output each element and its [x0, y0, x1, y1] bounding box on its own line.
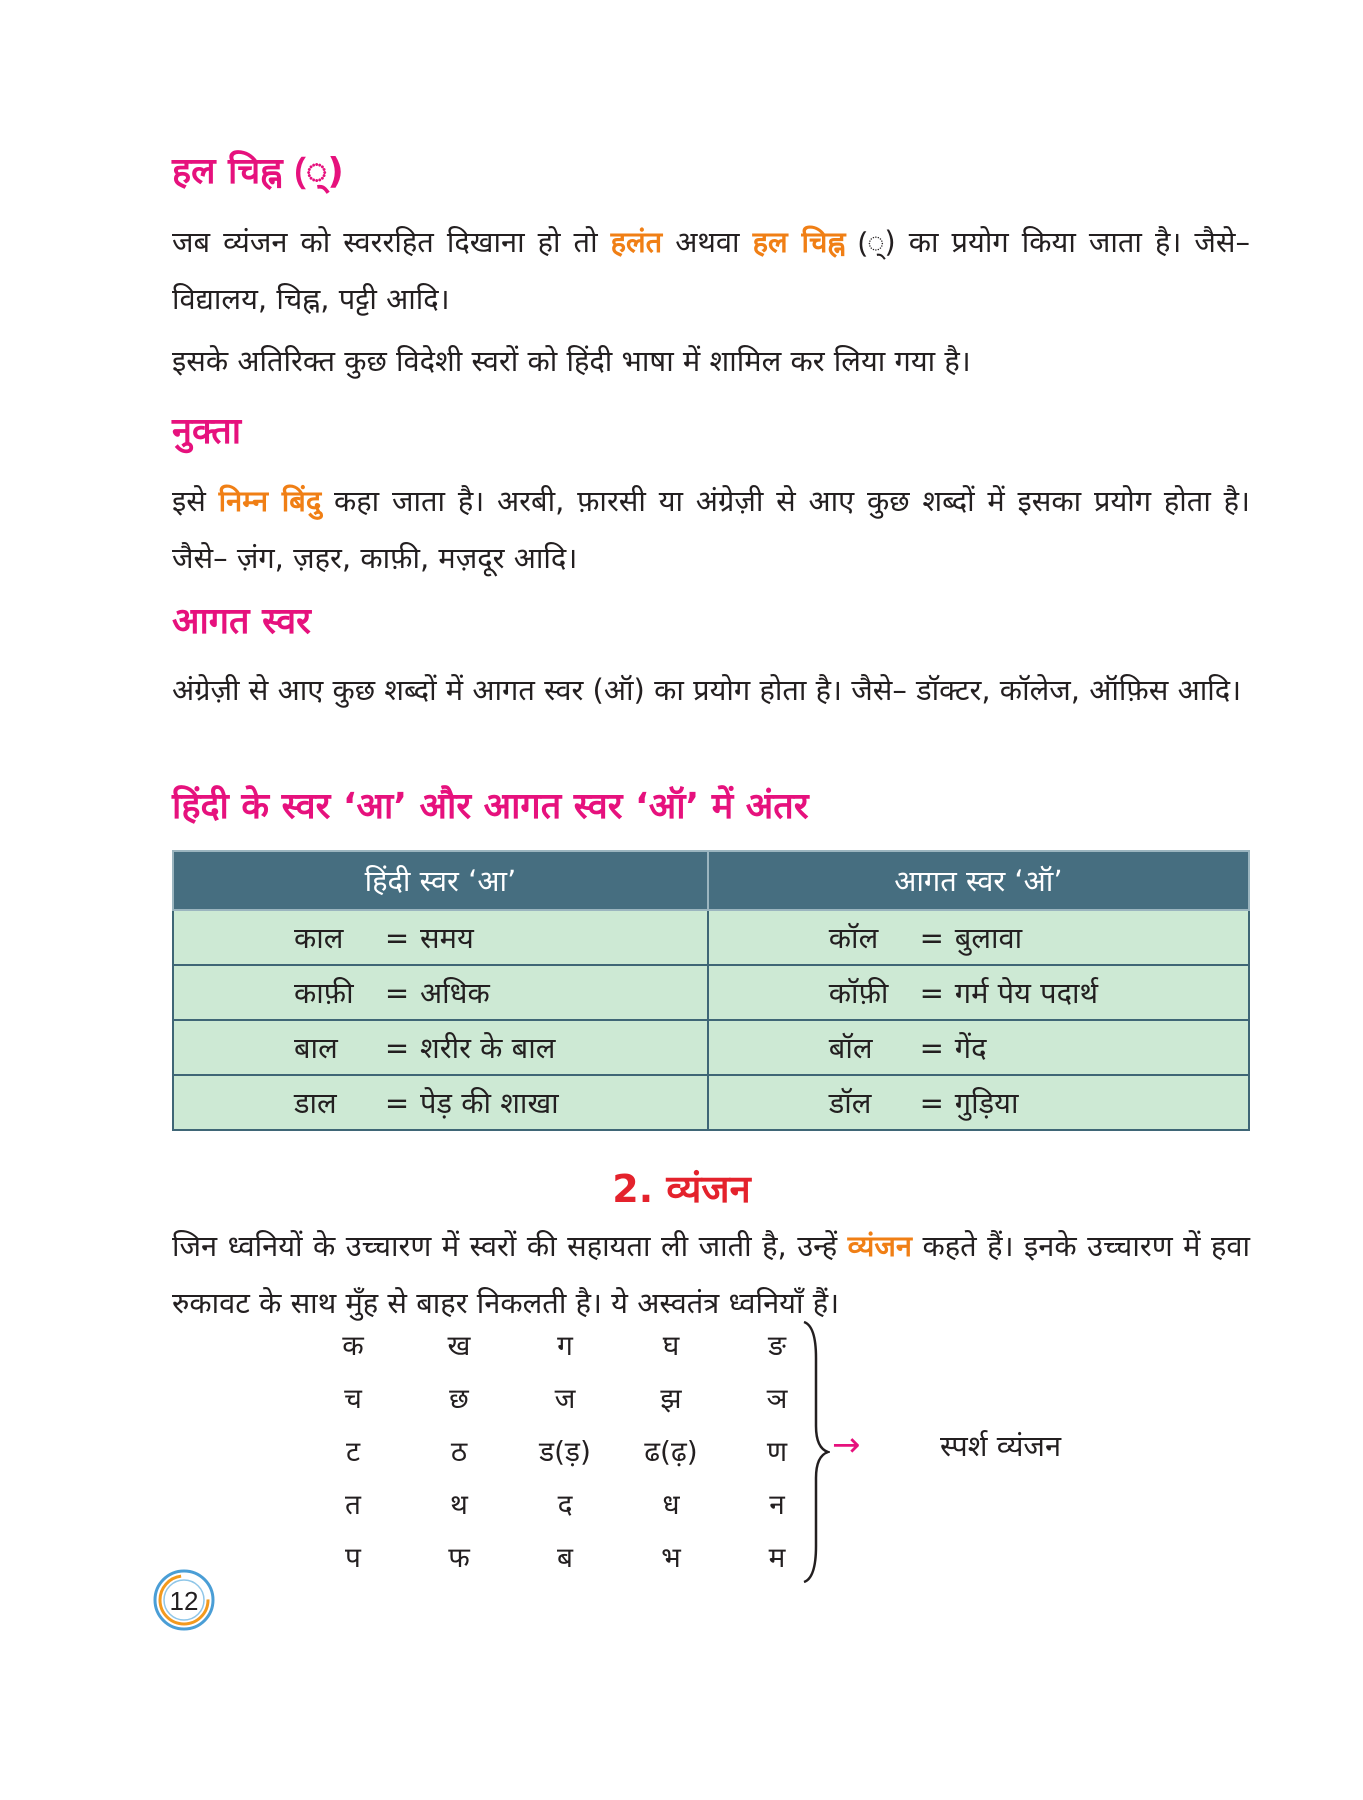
table-cell-hindi	[173, 1020, 708, 1075]
section-heading-aagat: आगत स्वर	[172, 601, 311, 642]
consonant-letter: न	[769, 1487, 785, 1521]
nukta-text-2: कहा जाता है। अरबी, फ़ारसी या अंग्रेज़ी से आए कुछ शब्दों में इसका प्रयोग होता है। जैसे– ज़ंग, ज़हर, काफ़ी, मज़दूर आदि।	[172, 484, 1251, 575]
table-meaning: पेड़ की शाखा	[420, 1086, 559, 1120]
section-title-vyanjan: 2. व्यंजन	[612, 1167, 751, 1211]
consonant-letter: भ	[661, 1540, 681, 1574]
consonant-letter: थ	[450, 1487, 468, 1521]
table-word: बाल	[294, 1031, 338, 1065]
consonant-letter: छ	[449, 1381, 469, 1415]
consonant-letter: ठ	[450, 1434, 468, 1468]
table-cell-hindi	[173, 1075, 708, 1130]
consonant-letter: फ	[448, 1540, 470, 1574]
difference-table	[172, 850, 1250, 1131]
foreign-vowels-paragraph: इसके अतिरिक्त कुछ विदेशी स्वरों को हिंदी भाषा में शामिल कर लिया गया है।	[172, 344, 971, 378]
consonant-letter: ट	[345, 1434, 361, 1468]
consonant-letter: ण	[766, 1434, 788, 1468]
consonant-letter: ज	[554, 1381, 576, 1415]
table-word: बॉल	[828, 1031, 873, 1065]
consonant-letter: ख	[447, 1328, 471, 1362]
consonant-letter: द	[557, 1487, 573, 1521]
vyanjan-paragraph	[172, 1218, 1250, 1332]
consonant-letter: त	[345, 1487, 361, 1521]
table-meaning: बुलावा	[954, 921, 1023, 955]
table-cell-aagat	[708, 1075, 1249, 1130]
table-cell-hindi	[173, 910, 708, 965]
table-meaning: गुड़िया	[954, 1086, 1019, 1120]
table-meaning: अधिक	[420, 976, 490, 1010]
consonant-row	[300, 1424, 830, 1477]
nukta-paragraph	[172, 473, 1250, 587]
consonant-letter: ग	[557, 1328, 573, 1362]
consonant-letter: ब	[557, 1540, 573, 1574]
table-word: काफ़ी	[294, 976, 354, 1010]
hal-text-3: (्) का प्रयोग किया जाता है। जैसे– विद्यालय, चिह्न, पट्टी आदि।	[172, 225, 1250, 316]
section-heading-difference: हिंदी के स्वर ‘आ’ और आगत स्वर ‘ऑ’ में अंतर	[172, 786, 809, 827]
equals-sign: =	[384, 975, 410, 1010]
consonant-letter: ध	[662, 1487, 680, 1521]
highlight-hal-chihn: हल चिह्न	[752, 225, 846, 259]
highlight-halant: हलंत	[610, 225, 663, 259]
nukta-text-1: इसे	[172, 484, 219, 518]
table-word: डॉल	[828, 1086, 872, 1120]
consonant-letter: झ	[660, 1381, 682, 1415]
table-meaning: गेंद	[954, 1031, 987, 1065]
highlight-vyanjan: व्यंजन	[847, 1229, 913, 1263]
page-number: 12	[169, 1586, 199, 1616]
table-word: डाल	[294, 1086, 337, 1120]
table-word: कॉफ़ी	[828, 976, 889, 1010]
equals-sign: =	[919, 1085, 944, 1120]
table-cell-aagat	[708, 910, 1249, 965]
table-cell-aagat	[708, 1020, 1249, 1075]
consonant-letter: च	[344, 1381, 362, 1415]
highlight-nimn-bindu: निम्न बिंदु	[218, 484, 322, 518]
page-number-badge	[152, 1568, 216, 1632]
equals-sign: =	[919, 975, 944, 1010]
table-row	[173, 910, 1249, 965]
consonant-row	[300, 1371, 830, 1424]
consonant-row	[300, 1530, 830, 1583]
consonant-row	[300, 1318, 830, 1371]
section-heading-nukta: नुक्ता	[172, 411, 242, 452]
table-meaning: गर्म पेय पदार्थ	[954, 976, 1099, 1010]
equals-sign: =	[919, 1030, 944, 1065]
right-brace-icon	[800, 1318, 830, 1586]
arrow-right-icon: →	[832, 1425, 861, 1465]
consonant-row	[300, 1477, 830, 1530]
section-heading-hal: हल चिह्न (्)	[172, 151, 344, 192]
table-cell-aagat	[708, 965, 1249, 1020]
equals-sign: =	[384, 1085, 410, 1120]
consonant-letter: म	[768, 1540, 786, 1574]
aagat-paragraph: अंग्रेज़ी से आए कुछ शब्दों में आगत स्वर (ऑ) का प्रयोग होता है। जैसे– डॉक्टर, कॉलेज, ऑफ़िस आदि।	[172, 673, 1242, 707]
consonant-letter: ञ	[766, 1381, 788, 1415]
consonant-letter: प	[345, 1540, 361, 1574]
equals-sign: =	[384, 920, 410, 955]
column-header-hindi: हिंदी स्वर ‘आ’	[173, 851, 708, 910]
table-word: काल	[294, 921, 344, 955]
consonant-letter: ड(ड़)	[539, 1434, 591, 1468]
table-meaning: शरीर के बाल	[420, 1031, 556, 1065]
table-cell-hindi	[173, 965, 708, 1020]
consonant-grid	[300, 1318, 830, 1583]
hal-text-2: अथवा	[662, 225, 753, 259]
table-header-row	[173, 851, 1249, 910]
vyanjan-text-1: जिन ध्वनियों के उच्चारण में स्वरों की सहायता ली जाती है, उन्हें	[172, 1229, 848, 1263]
table-row	[173, 1020, 1249, 1075]
table-row	[173, 965, 1249, 1020]
table-meaning: समय	[420, 921, 474, 955]
vyanjan-text-2: कहते हैं। इनके उच्चारण में हवा रुकावट के साथ मुँह से बाहर निकलती है। ये अस्वतंत्र ध्वनियाँ हैं।	[172, 1229, 1250, 1320]
table-word: कॉल	[828, 921, 879, 955]
consonant-letter: ङ	[768, 1328, 786, 1362]
equals-sign: =	[919, 920, 944, 955]
sparsh-vyanjan-label: स्पर्श व्यंजन	[940, 1429, 1062, 1463]
consonant-letter: ढ(ढ़)	[644, 1434, 698, 1468]
equals-sign: =	[384, 1030, 410, 1065]
consonant-letter: घ	[662, 1328, 680, 1362]
consonant-letter: क	[342, 1328, 364, 1362]
column-header-aagat: आगत स्वर ‘ऑ’	[708, 851, 1249, 910]
hal-text-1: जब व्यंजन को स्वररहित दिखाना हो तो	[172, 225, 611, 259]
hal-paragraph	[172, 214, 1250, 328]
table-row	[173, 1075, 1249, 1130]
